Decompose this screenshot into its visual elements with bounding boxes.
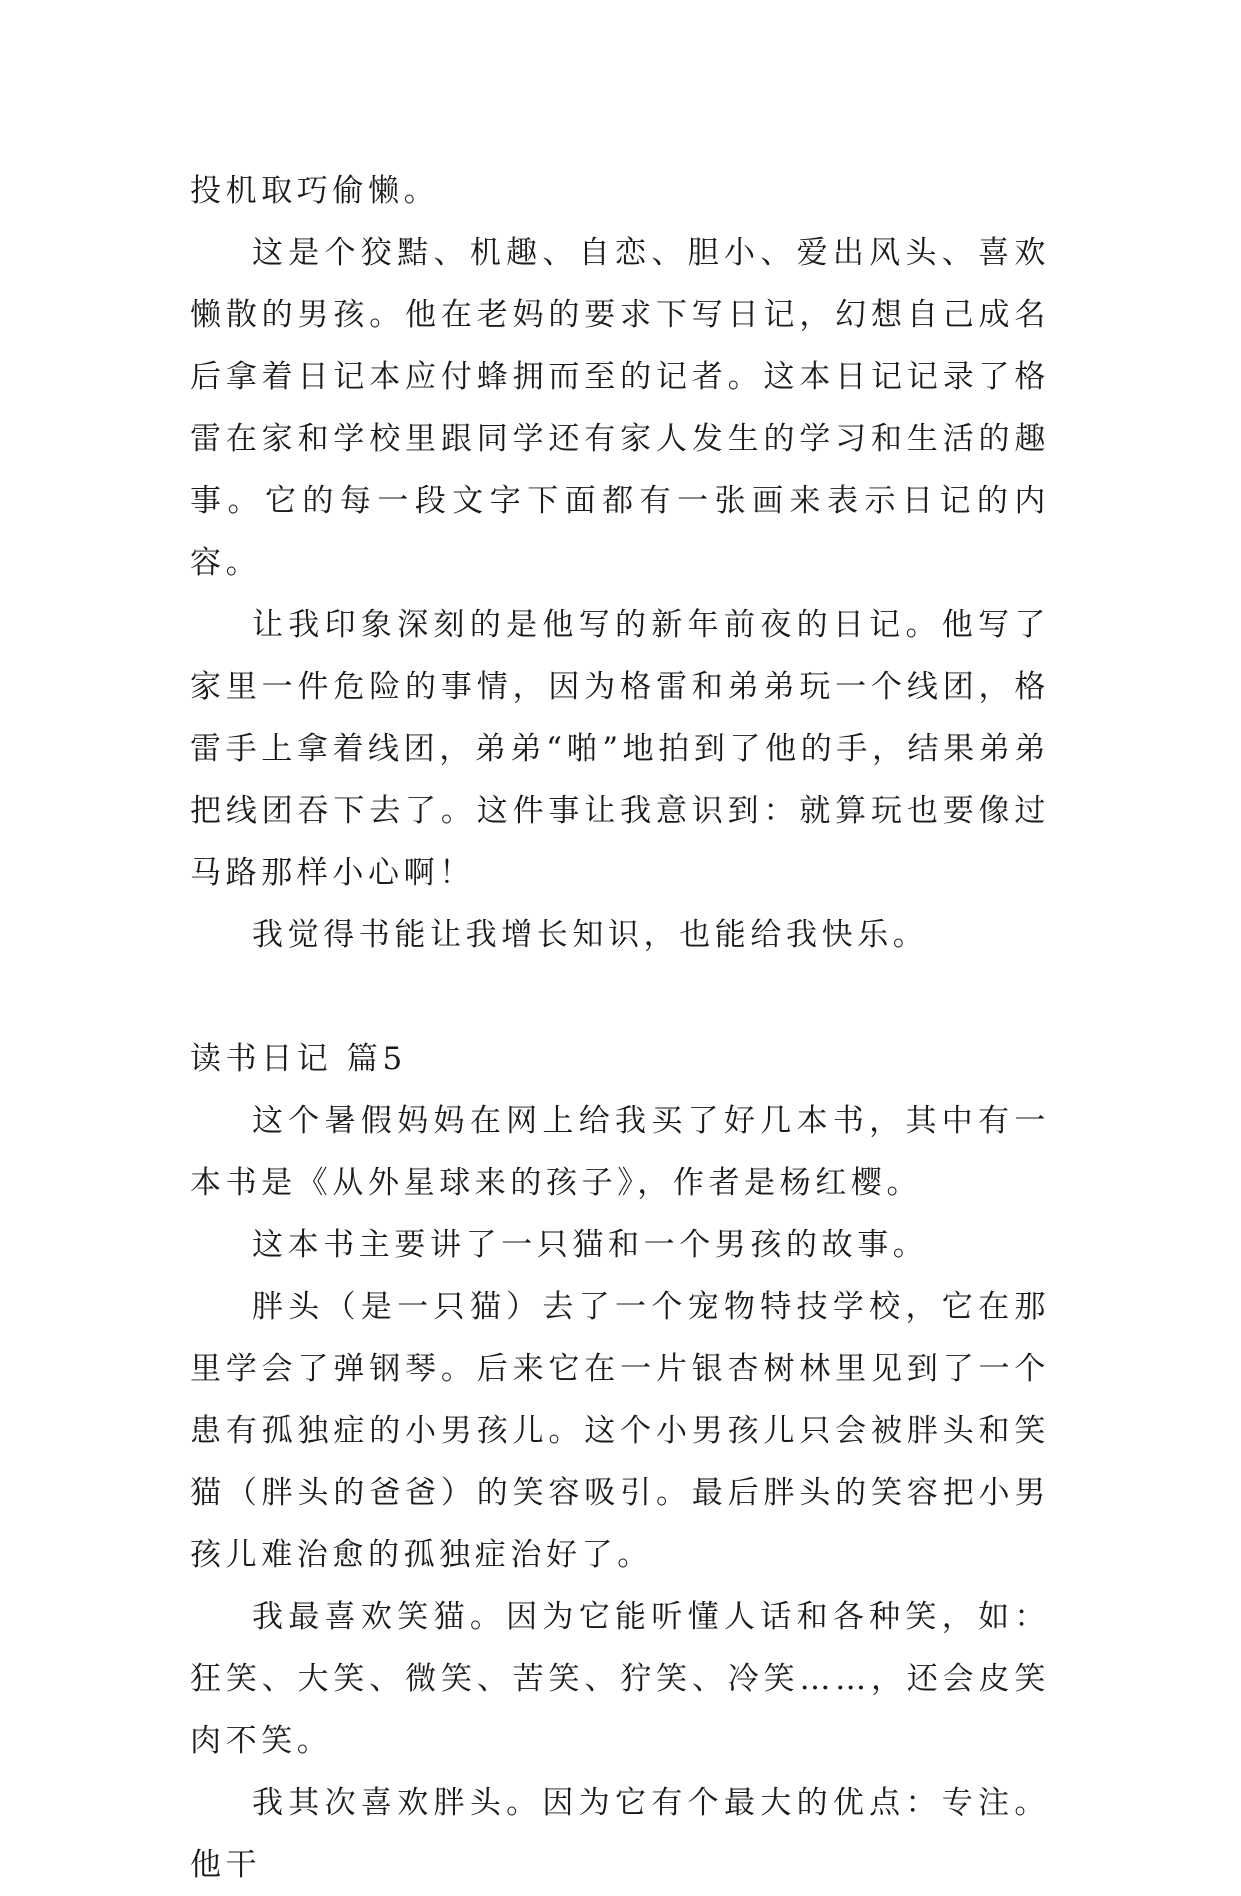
paragraph-new-year-eve: 让我印象深刻的是他写的新年前夜的日记。他写了家里一件危险的事情，因为格雷和弟弟玩一个线团，格雷手上拿着线团，弟弟“啪”地拍到了他的手，结果弟弟把线团吞下去了。这件事让我意识到：就算玩也要像过马路那样小心啊！ <box>190 607 1050 891</box>
paragraph-conclusion: 我觉得书能让我增长知识，也能给我快乐。 <box>252 917 929 953</box>
paragraph-boy-description: 这是个狡黠、机趣、自恋、胆小、爱出风头、喜欢懒散的男孩。他在老妈的要求下写日记，幻想自己成名后拿着日记本应付蜂拥而至的记者。这本日记记录了格雷在家和学校里跟同学还有家人发生的学习和生活的趣事。它的每一段文字下面都有一张画来表示日记的内容。 <box>190 235 1050 581</box>
paragraph-second-favorite: 我其次喜欢胖头。因为它有个最大的优点：专注。他干 <box>190 1785 1050 1883</box>
paragraph-summer-books: 这个暑假妈妈在网上给我买了好几本书，其中有一本书是《从外星球来的孩子》，作者是杨红樱。 <box>190 1103 1050 1201</box>
paragraph-story: 胖头（是一只猫）去了一个宠物特技学校，它在那里学会了弹钢琴。后来它在一片银杏树林里见到了一个患有孤独症的小男孩儿。这个小男孩儿只会被胖头和笑猫（胖头的爸爸）的笑容吸引。最后胖头的笑容把小男孩儿难治愈的孤独症治好了。 <box>190 1289 1050 1573</box>
paragraph-book-summary: 这本书主要讲了一只猫和一个男孩的故事。 <box>252 1227 929 1263</box>
section-heading: 读书日记 篇5 <box>190 1041 407 1077</box>
document-body <box>190 160 1050 1896</box>
paragraph-continuation: 投机取巧偷懒。 <box>190 173 440 209</box>
paragraph-favorite-cat: 我最喜欢笑猫。因为它能听懂人话和各种笑，如：狂笑、大笑、微笑、苦笑、狞笑、冷笑……，还会皮笑肉不笑。 <box>190 1599 1050 1759</box>
